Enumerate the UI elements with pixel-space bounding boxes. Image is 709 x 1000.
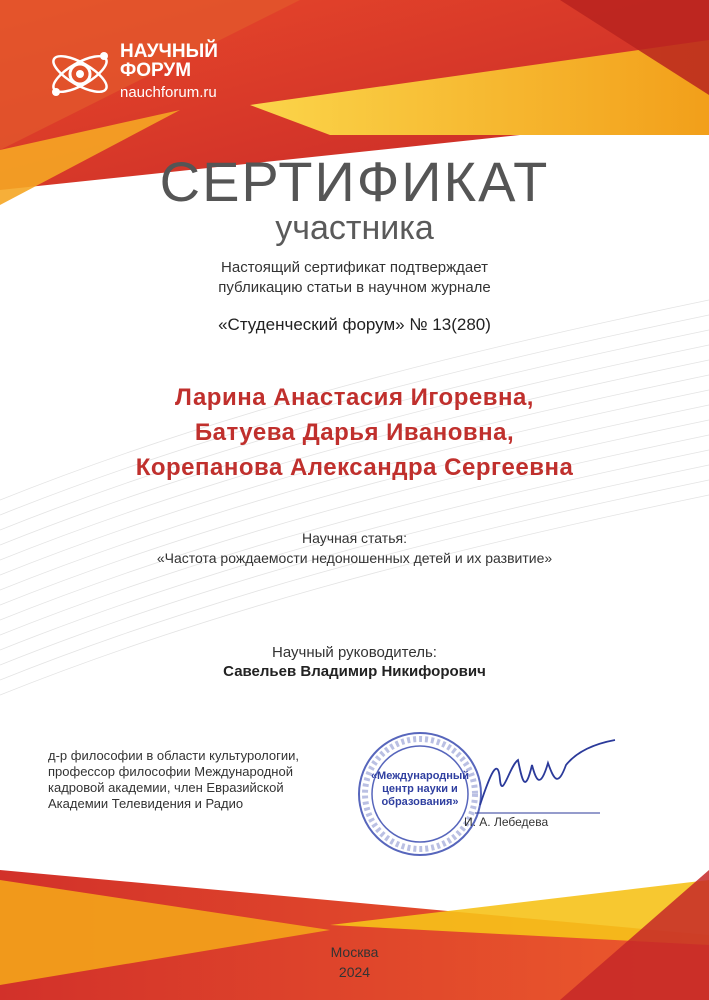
supervisor-credentials <box>48 748 368 812</box>
description-line: Настоящий сертификат подтверждает <box>221 259 488 276</box>
author-list <box>0 380 709 485</box>
stamp-center-text: «Международный центр науки и образования» <box>370 770 470 808</box>
author-name: Корепанова Александра Сергеевна <box>135 454 574 481</box>
description-line: публикацию статьи в научном журнале <box>218 279 491 296</box>
author-name: Батуева Дарья Ивановна, <box>194 419 515 446</box>
author-name: Ларина Анастасия Игоревна, <box>175 384 534 411</box>
atom-logo-icon <box>44 38 116 110</box>
year: 2024 <box>338 964 371 980</box>
logo-site: nauchforum.ru <box>120 84 217 101</box>
certificate-subtitle: участника <box>275 209 434 247</box>
credentials-line: профессор философии Международной <box>48 764 293 779</box>
supervisor-label: Научный руководитель: <box>272 644 437 661</box>
logo <box>44 38 254 108</box>
logo-name-line1: НАУЧНЫЙ <box>120 41 218 62</box>
supervisor-name: Савельев Владимир Никифорович <box>223 663 486 680</box>
article-title: «Частота рождаемости недоношенных детей и их развитие» <box>156 550 553 566</box>
city: Москва <box>330 944 379 960</box>
certificate-title: СЕРТИФИКАТ <box>159 150 550 213</box>
credentials-line: кадровой академии, член Евразийской <box>48 780 284 795</box>
signature <box>470 735 620 820</box>
journal-name: «Студенческий форум» № 13(280) <box>218 315 491 334</box>
credentials-line: д-р философии в области культурологии, <box>48 748 299 763</box>
signer-name: И. А. Лебедева <box>464 815 549 829</box>
article-label: Научная статья: <box>302 530 407 546</box>
credentials-line: Академии Телевидения и Радио <box>48 796 244 811</box>
certificate-description <box>0 258 709 298</box>
logo-name-line2: ФОРУМ <box>120 60 192 81</box>
